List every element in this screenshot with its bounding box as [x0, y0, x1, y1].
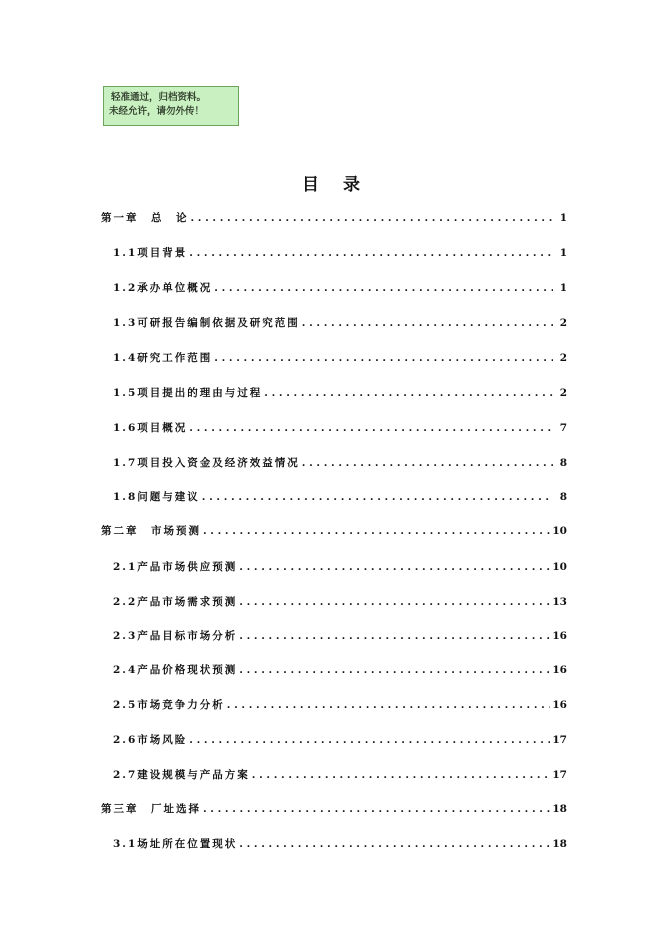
toc-entry-chapter-2[interactable]	[101, 523, 567, 539]
toc-entry-1-1[interactable]	[113, 245, 567, 261]
toc-entry-label: 1.8问题与建议	[113, 491, 200, 503]
toc-entry-2-4[interactable]	[113, 662, 567, 678]
toc-entry-label: 1.4研究工作范围	[113, 352, 213, 364]
toc-entry-label: 2.2产品市场需求预测	[113, 596, 238, 608]
toc-entry-page: 17	[552, 769, 567, 781]
toc-entry-1-6[interactable]	[113, 420, 567, 436]
toc-entry-page: 16	[552, 630, 567, 642]
toc-entry-label: 1.7项目投入资金及经济效益情况	[113, 457, 300, 469]
toc-entry-page: 2	[559, 317, 567, 329]
toc-entry-1-3[interactable]	[113, 315, 567, 331]
toc-entry-page: 13	[552, 596, 567, 608]
toc-entry-2-3[interactable]	[113, 628, 567, 644]
toc-entry-label: 2.4产品价格现状预测	[113, 664, 238, 676]
toc-entry-label: 1.5项目提出的理由与过程	[113, 387, 263, 399]
toc-entry-page: 17	[552, 734, 567, 746]
toc-entry-page: 2	[559, 387, 567, 399]
toc-entry-1-8[interactable]	[113, 489, 567, 505]
toc-entry-chapter-3[interactable]	[101, 801, 567, 817]
toc-entry-page: 2	[559, 352, 567, 364]
toc-entry-page: 18	[552, 803, 567, 815]
toc-entry-1-7[interactable]	[113, 455, 567, 471]
toc-entry-label: 1.2承办单位概况	[113, 282, 213, 294]
toc-entry-label: 2.7建设规模与产品方案	[113, 769, 250, 781]
toc-entry-page: 8	[559, 457, 567, 469]
toc-entry-page: 8	[559, 491, 567, 503]
toc-title-char-2: 录	[343, 175, 360, 195]
toc-entry-page: 7	[559, 422, 567, 434]
toc-entry-label: 第二章 市场预测	[101, 525, 201, 537]
toc-entry-label: 3.1场址所在位置现状	[113, 838, 238, 850]
toc-entry-1-4[interactable]	[113, 350, 567, 366]
toc-entry-label: 2.3产品目标市场分析	[113, 630, 238, 642]
toc-entry-page: 1	[559, 212, 567, 224]
toc-entry-label: 1.1项目背景	[113, 247, 188, 259]
toc-entry-label: 第一章 总 论	[101, 212, 189, 224]
toc-entry-page: 16	[552, 664, 567, 676]
toc-title-char-1: 目	[302, 175, 319, 195]
toc-entry-page: 1	[559, 282, 567, 294]
approval-stamp	[103, 86, 239, 126]
toc-entry-2-6[interactable]	[113, 732, 567, 748]
toc-entry-page: 16	[552, 699, 567, 711]
toc-entry-2-5[interactable]	[113, 697, 567, 713]
toc-entry-page: 18	[552, 838, 567, 850]
toc-entry-page: 10	[552, 561, 567, 573]
toc-entry-2-7[interactable]	[113, 767, 567, 783]
toc-entry-label: 第三章 厂址选择	[101, 803, 201, 815]
stamp-line-2: 未经允许，请勿外传！	[109, 106, 205, 117]
toc-entry-label: 1.6项目概况	[113, 422, 188, 434]
toc-entry-label: 2.1产品市场供应预测	[113, 561, 238, 573]
toc-entry-2-2[interactable]	[113, 594, 567, 610]
toc-entry-label: 2.6市场风险	[113, 734, 188, 746]
toc-entry-chapter-1[interactable]	[101, 210, 567, 226]
toc-entry-page: 10	[552, 525, 567, 537]
toc-title	[0, 170, 662, 195]
toc-entry-1-2[interactable]	[113, 280, 567, 296]
toc-entry-2-1[interactable]	[113, 559, 567, 575]
toc-entry-page: 1	[559, 247, 567, 259]
stamp-line-1: 轻准通过，归档资料。	[111, 92, 207, 103]
toc-entry-label: 2.5市场竞争力分析	[113, 699, 225, 711]
toc-entry-1-5[interactable]	[113, 385, 567, 401]
toc-entry-label: 1.3可研报告编制依据及研究范围	[113, 317, 300, 329]
toc-entry-3-1[interactable]	[113, 836, 567, 852]
